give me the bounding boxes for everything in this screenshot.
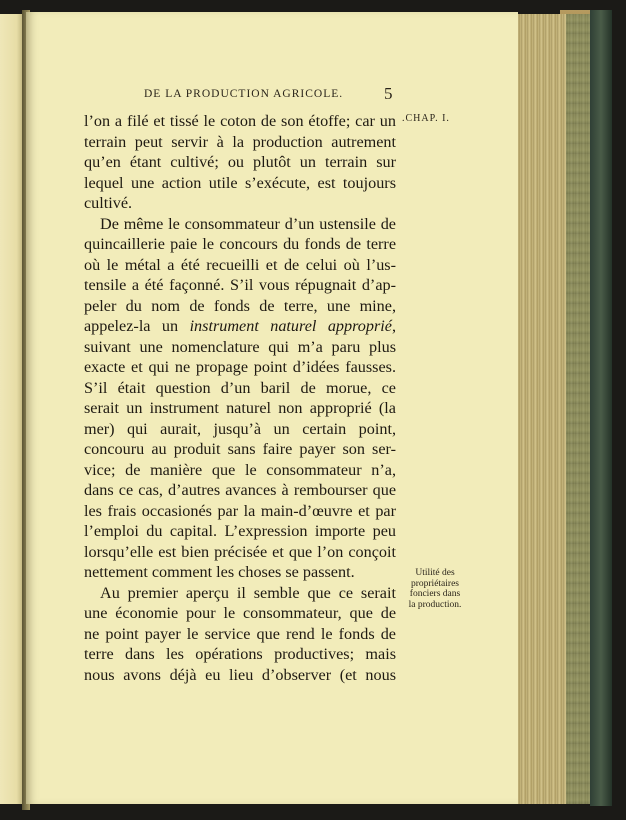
- facing-page-edge: [0, 14, 24, 804]
- margin-note-line: la production.: [408, 599, 462, 610]
- text-line: l’emploi du capital. L’expression importe peu: [84, 522, 396, 540]
- text-line: De même le consommateur d’un ustensile de: [100, 214, 396, 233]
- text-line-with-italic: [84, 316, 396, 337]
- margin-note-line: fonciers dans: [409, 589, 461, 599]
- text-line: lorsqu’elle est bien précisée et que l’on conçoit: [84, 542, 396, 561]
- page-number: 5: [384, 84, 393, 103]
- margin-note: [402, 568, 468, 610]
- text-segment: ,: [391, 317, 397, 335]
- page-block-edge: [510, 14, 596, 804]
- text-line: S’il était question d’un baril de morue, ce: [84, 378, 396, 397]
- chapter-label: .CHAP. I.: [402, 113, 450, 124]
- text-line: terrain peut servir à la production autrement: [84, 132, 396, 151]
- text-line: nous avons déjà eu lieu d’observer (et nous: [84, 665, 396, 684]
- text-line: serait un instrument naturel non approprié (la: [84, 399, 396, 417]
- text-line: concouru au produit sans faire payer son ser-: [84, 440, 396, 458]
- text-line: nettement comment les choses se passent.: [84, 563, 355, 581]
- text-line: quincaillerie paie le concours du fonds de terre: [84, 235, 396, 253]
- text-line: cultivé.: [84, 194, 133, 212]
- text-line: suivant une nomenclature qui m’a paru plus: [84, 337, 396, 356]
- text-line: vice; de manière que le consommateur n’a,: [84, 460, 396, 479]
- italic-term: instrument naturel approprié: [189, 317, 392, 335]
- text-line: tensile a été façonné. S’il vous répugnait d’ap-: [84, 276, 396, 294]
- running-head: DE LA PRODUCTION AGRICOLE.: [144, 88, 344, 100]
- text-line: Au premier aperçu il semble que ce serait: [100, 583, 396, 602]
- text-line: mer) qui aurait, jusqu’à un certain point,: [84, 419, 396, 438]
- text-line: où le métal a été recueilli et de celui où l’us-: [84, 255, 396, 274]
- text-line: terre dans les opérations productives; mais: [84, 645, 396, 663]
- margin-note-line: Utilité des: [415, 568, 455, 578]
- text-segment: appelez-la un: [84, 317, 179, 335]
- text-line: exacte et qui ne propage point d’idées fausses.: [84, 358, 396, 376]
- text-line: qu’en étant cultivé; ou plutôt un terrain sur: [84, 153, 396, 171]
- margin-note-line: propriétaires: [410, 578, 459, 589]
- text-line: l’on a filé et tissé le coton de son étoffe; car un: [84, 112, 396, 130]
- book-cover-edge: [590, 10, 612, 806]
- text-line: une économie pour le consommateur, que de: [84, 604, 396, 622]
- text-line: les frais occasionés par la main-d’œuvre et par: [84, 501, 396, 520]
- text-line: ne point payer le service que rend le fonds de: [84, 624, 396, 643]
- text-line: lequel une action utile s’exécute, est toujours: [84, 173, 396, 192]
- text-line: peler du nom de fonds de terre, une mine,: [84, 296, 396, 315]
- body-text: [84, 111, 396, 685]
- text-line: dans ce cas, d’autres avances à rembourser que: [84, 481, 396, 499]
